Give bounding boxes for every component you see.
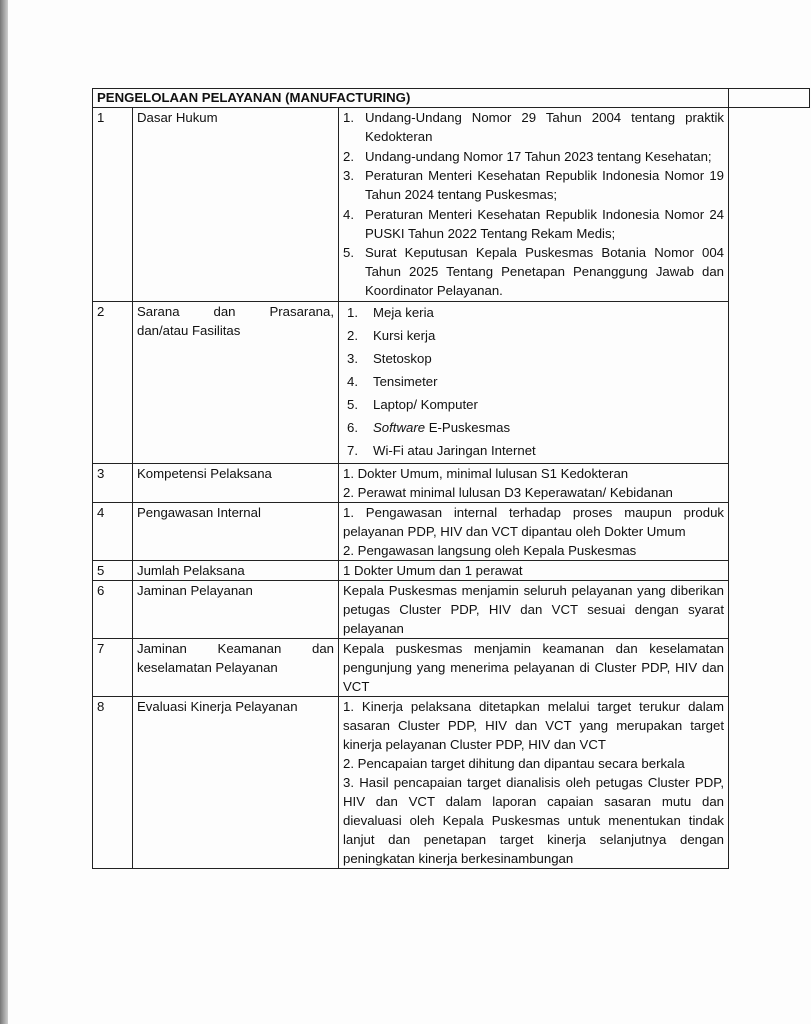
list-item: 3. Peraturan Menteri Kesehatan Republik Indonesia Nomor 19 Tahun 2024 tentang Puskesmas; [343,168,724,202]
list-item: 6. Software E-Puskesmas [347,419,511,435]
row-label: Sarana dan Prasarana, dan/atau Fasilitas [133,301,339,463]
empty-cell [729,580,810,638]
empty-cell [729,638,810,696]
row-label: Dasar Hukum [133,108,339,302]
list-item: 4. Tensimeter [347,373,438,389]
row-label: Kompetensi Pelaksana [133,463,339,502]
empty-cell [729,301,810,463]
row-label: Evaluasi Kinerja Pelayanan [133,696,339,868]
list-item: 2. Kursi kerja [347,327,436,343]
list-item: 4. Peraturan Menteri Kesehatan Republik Indonesia Nomor 24 PUSKI Tahun 2022 Tentang Rekam Medis; [343,206,724,241]
row-label: Jumlah Pelaksana [133,560,339,580]
row-number: 6 [93,580,133,638]
empty-cell [729,463,810,502]
empty-cell [729,696,810,868]
row-number: 4 [93,502,133,560]
list-item: 7. Wi-Fi atau Jaringan Internet [347,442,536,458]
table-header-row [93,89,810,108]
empty-cell [729,89,810,108]
row-number: 8 [93,696,133,868]
row-content: 1 Dokter Umum dan 1 perawat [339,560,729,580]
row-content [339,301,729,463]
row-number: 7 [93,638,133,696]
page-edge-shadow [0,0,8,1024]
empty-cell [729,108,810,302]
list-item: 5. Surat Keputusan Kepala Puskesmas Botania Nomor 004 Tahun 2025 Tentang Penetapan Penanggung Jawab dan Koordinator Pelayanan. [343,245,724,298]
row-number: 3 [93,463,133,502]
legal-basis-list [343,108,724,300]
row-label: Pengawasan Internal [133,502,339,560]
list-item: 1. Meja keria [347,304,434,320]
table-row [93,580,810,638]
table-row [93,502,810,560]
table-row [93,638,810,696]
table-row [93,301,810,463]
row-content: Kepala Puskesmas menjamin seluruh pelayanan yang diberikan petugas Cluster PDP, HIV dan VCT sesuai dengan syarat pelayanan [339,580,729,638]
list-item: 3. Stetoskop [347,350,432,366]
row-content: 1. Kinerja pelaksana ditetapkan melalui target terukur dalam sasaran Cluster PDP, HIV dan VCT yang merupakan target kinerja pelayanan Cluster PDP, HIV dan VCT 2. Pencapaian target dihitung dan dipantau secara berkala 3. Hasil pencapaian target dianalisis oleh petugas Cluster PDP, HIV dan VCT dalam laporan capaian sasaran mutu dan dievaluasi oleh Kepala Puskesmas untuk menentukan tindak lanjut dan penetapan target kinerja selanjutnya dengan peningkatan kinerja berkesinambungan [339,696,729,868]
row-number: 1 [93,108,133,302]
row-content: 1. Dokter Umum, minimal lulusan S1 Kedokteran 2. Perawat minimal lulusan D3 Keperawatan/ Kebidanan [339,463,729,502]
list-item: 5. Laptop/ Komputer [347,396,478,412]
list-item: 2. Undang-undang Nomor 17 Tahun 2023 tentang Kesehatan; [343,148,712,164]
empty-cell [729,560,810,580]
row-number: 2 [93,301,133,463]
facilities-list [343,302,724,463]
table-title: PENGELOLAAN PELAYANAN (MANUFACTURING) [93,89,729,108]
row-content: Kepala puskesmas menjamin keamanan dan keselamatan pengunjung yang menerima pelayanan di Cluster PDP, HIV dan VCT [339,638,729,696]
row-content: 1. Pengawasan internal terhadap proses maupun produk pelayanan PDP, HIV dan VCT dipantau oleh Dokter Umum 2. Pengawasan langsung oleh Kepala Puskesmas [339,502,729,560]
table-row [93,108,810,302]
row-content [339,108,729,302]
table-row [93,696,810,868]
table-row [93,463,810,502]
row-label: Jaminan Pelayanan [133,580,339,638]
service-management-table [92,88,810,869]
row-number: 5 [93,560,133,580]
table-row [93,560,810,580]
row-label: Jaminan Keamanan dan keselamatan Pelayanan [133,638,339,696]
list-item: 1. Undang-Undang Nomor 29 Tahun 2004 tentang praktik Kedokteran [343,110,724,144]
empty-cell [729,502,810,560]
